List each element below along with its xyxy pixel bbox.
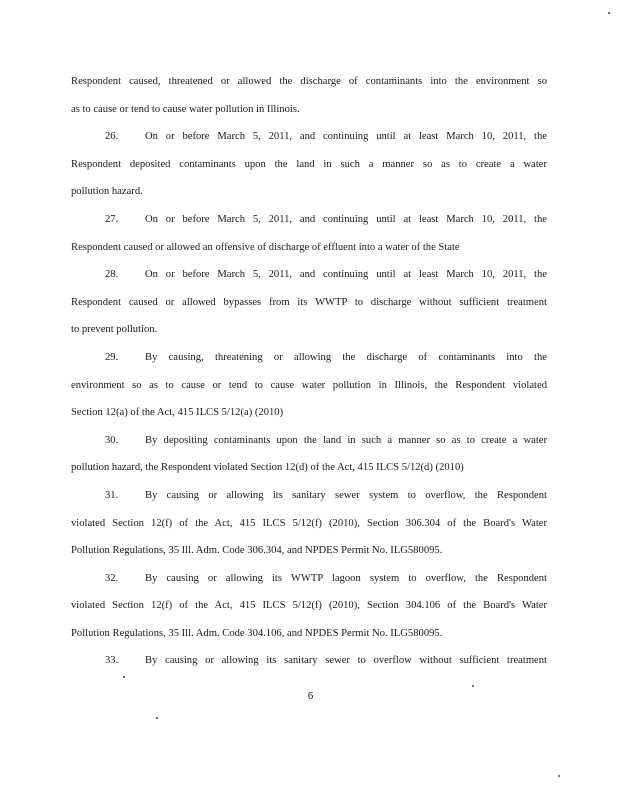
- line-text: environment so as to cause or tend to cause water pollution in Illinois, the Respondent violated: [71, 379, 547, 391]
- line-text: Pollution Regulations, 35 Ill. Adm. Code 304.106, and NPDES Permit No. ILG580095.: [71, 627, 443, 639]
- line-text: pollution hazard, the Respondent violated Section 12(d) of the Act, 415 ILCS 5/12(d) (2010): [71, 462, 464, 474]
- paragraph-start-line: [71, 647, 547, 675]
- line-text: On or before March 5, 2011, and continuing until at least March 10, 2011, the: [145, 269, 547, 281]
- document-body: [71, 68, 547, 675]
- paragraph-start-line: [71, 482, 547, 510]
- paragraph-start-line: [71, 427, 547, 455]
- scan-speck: [558, 775, 560, 777]
- text-line: [71, 151, 547, 179]
- line-text: By causing or allowing its sanitary sewer to overflow without sufficient treatment: [145, 655, 547, 667]
- line-text: By causing or allowing its WWTP lagoon system to overflow, the Respondent: [145, 572, 547, 584]
- paragraph-number: 26.: [105, 131, 119, 143]
- line-text: violated Section 12(f) of the Act, 415 ILCS 5/12(f) (2010), Section 306.304 of the Board's Water: [71, 517, 547, 529]
- line-text: violated Section 12(f) of the Act, 415 ILCS 5/12(f) (2010), Section 304.106 of the Board's Water: [71, 600, 547, 612]
- paragraph-start-line: [71, 206, 547, 234]
- text-line: [71, 510, 547, 538]
- line-text: to prevent pollution.: [71, 324, 158, 336]
- line-text: Respondent caused or allowed bypasses from its WWTP to discharge without sufficient treatment: [71, 296, 547, 308]
- paragraph-number: 30.: [105, 434, 119, 446]
- line-text: as to cause or tend to cause water pollution in Illinois.: [71, 103, 300, 115]
- text-line: [71, 96, 547, 124]
- text-line: [71, 68, 547, 96]
- text-line: [71, 289, 547, 317]
- line-text: Respondent caused or allowed an offensive of discharge of effluent into a water of the State: [71, 241, 460, 253]
- line-text: Respondent deposited contaminants upon the land in such a manner so as to create a water: [71, 158, 547, 170]
- text-line: [71, 234, 547, 262]
- line-text: On or before March 5, 2011, and continuing until at least March 10, 2011, the: [145, 213, 547, 225]
- scan-speck: [156, 717, 158, 719]
- paragraph-number: 27.: [105, 213, 119, 225]
- paragraph-start-line: [71, 123, 547, 151]
- page-number: 6: [307, 690, 314, 702]
- line-text: Respondent caused, threatened or allowed the discharge of contaminants into the environment so: [71, 76, 547, 87]
- line-text: pollution hazard.: [71, 186, 143, 198]
- line-text: By causing, threatening or allowing the discharge of contaminants into the: [145, 351, 547, 363]
- text-line: [71, 399, 547, 427]
- text-line: [71, 454, 547, 482]
- line-text: By causing or allowing its sanitary sewer system to overflow, the Respondent: [145, 489, 547, 501]
- paragraph-start-line: [71, 344, 547, 372]
- text-line: [71, 316, 547, 344]
- line-text: Pollution Regulations, 35 Ill. Adm. Code 306.304, and NPDES Permit No. ILG580095.: [71, 545, 443, 557]
- text-line: [71, 592, 547, 620]
- text-line: [71, 620, 547, 648]
- text-line: [71, 178, 547, 206]
- text-line: [71, 372, 547, 400]
- paragraph-start-line: [71, 565, 547, 593]
- scan-speck: [123, 676, 125, 678]
- text-line: [71, 537, 547, 565]
- paragraph-number: 29.: [105, 351, 119, 363]
- line-text: On or before March 5, 2011, and continuing until at least March 10, 2011, the: [145, 131, 547, 143]
- paragraph-start-line: [71, 261, 547, 289]
- line-text: Section 12(a) of the Act, 415 ILCS 5/12(a) (2010): [71, 407, 284, 419]
- scan-speck: [472, 685, 474, 687]
- line-text: By depositing contaminants upon the land in such a manner so as to create a water: [145, 434, 547, 446]
- paragraph-number: 33.: [105, 655, 119, 667]
- paragraph-number: 28.: [105, 269, 119, 281]
- scan-speck: [608, 12, 610, 14]
- paragraph-number: 32.: [105, 572, 119, 584]
- paragraph-number: 31.: [105, 489, 119, 501]
